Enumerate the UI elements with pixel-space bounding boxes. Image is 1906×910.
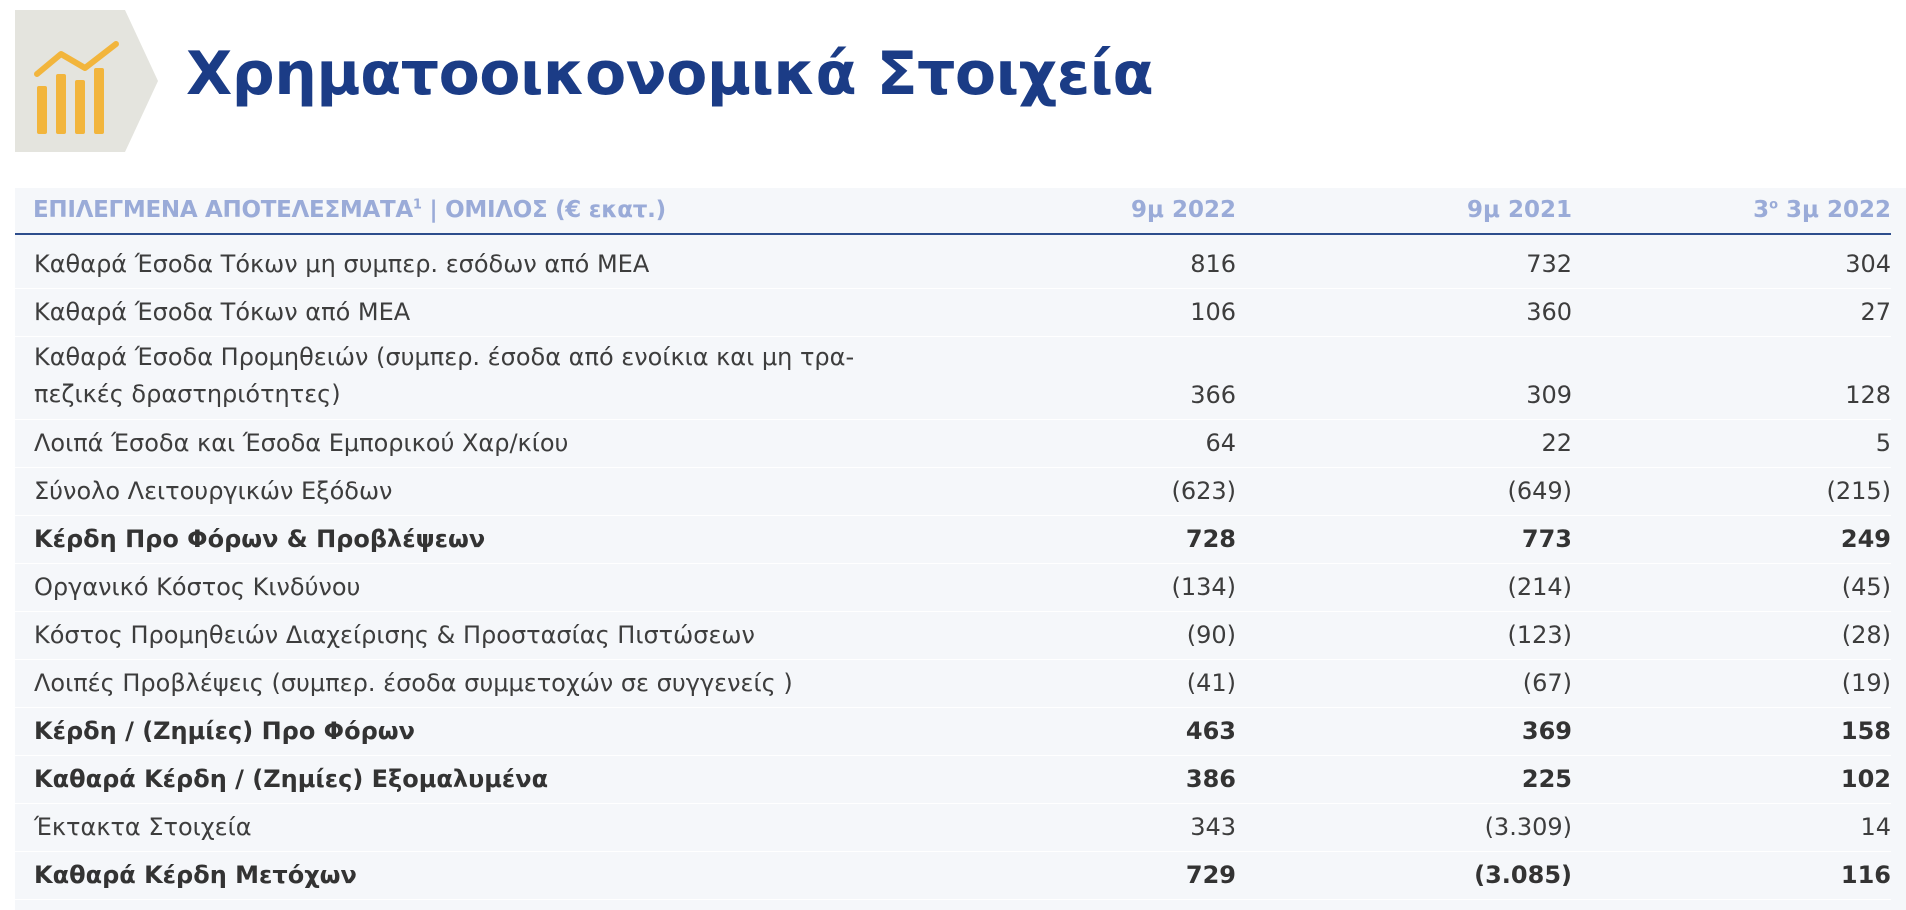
row-value-c2: 309 [1526, 381, 1572, 409]
row-value-c2: 22 [1541, 429, 1572, 457]
row-value-c2: 773 [1521, 525, 1572, 553]
row-label: Σύνολο Λειτουργικών Εξόδων [34, 477, 393, 505]
row-value-c3: (45) [1841, 573, 1891, 601]
row-value-c1: 64 [1205, 429, 1236, 457]
row-value-c2: 360 [1526, 298, 1572, 326]
table-body [15, 241, 1891, 900]
row-label: Καθαρά Κέρδη / (Ζημίες) Εξομαλυμένα [34, 765, 549, 793]
page-title: Χρηματοοικονομικά Στοιχεία [186, 39, 1154, 109]
row-value-c2: (3.309) [1484, 813, 1572, 841]
table-row [15, 468, 1891, 516]
row-label: Έκτακτα Στοιχεία [34, 813, 252, 841]
table-row [15, 337, 1891, 420]
table-row [15, 241, 1891, 289]
table-header [15, 188, 1891, 235]
row-value-c3: 249 [1840, 525, 1891, 553]
row-value-c3: (28) [1841, 621, 1891, 649]
row-value-c2: 225 [1521, 765, 1572, 793]
table-row [15, 564, 1891, 612]
row-value-c2: (214) [1507, 573, 1572, 601]
row-value-c3: 102 [1840, 765, 1891, 793]
row-value-c1: 728 [1185, 525, 1236, 553]
row-value-c3: 158 [1840, 717, 1891, 745]
table-row [15, 612, 1891, 660]
row-value-c1: 343 [1190, 813, 1236, 841]
table-row [15, 420, 1891, 468]
row-value-c1: 463 [1185, 717, 1236, 745]
row-value-c1: 729 [1185, 861, 1236, 889]
row-value-c1: 816 [1190, 250, 1236, 278]
row-value-c3: 116 [1840, 861, 1891, 889]
row-value-c1: (623) [1171, 477, 1236, 505]
row-value-c3: 5 [1875, 429, 1891, 457]
row-value-c1: 366 [1190, 381, 1236, 409]
row-label: Κέρδη / (Ζημίες) Προ Φόρων [34, 717, 415, 745]
row-label: Λοιπές Προβλέψεις (συμπερ. έσοδα συμμετοχών σε συγγενείς ) [34, 669, 793, 697]
table-row [15, 804, 1891, 852]
table-row [15, 516, 1891, 564]
row-value-c2: 369 [1521, 717, 1572, 745]
row-value-c2: 732 [1526, 250, 1572, 278]
row-value-c3: 14 [1860, 813, 1891, 841]
table-row [15, 289, 1891, 337]
row-value-c2: (67) [1522, 669, 1572, 697]
bar-chart-trend-icon [15, 10, 158, 152]
row-value-c1: 386 [1185, 765, 1236, 793]
column-header-9m-2021: 9μ 2021 [1467, 197, 1572, 223]
column-header-9m-2022: 9μ 2022 [1131, 197, 1236, 223]
row-value-c3: 128 [1845, 381, 1891, 409]
row-value-c3: (215) [1826, 477, 1891, 505]
table-row [15, 660, 1891, 708]
table-row [15, 708, 1891, 756]
row-label: Λοιπά Έσοδα και Έσοδα Εμπορικού Χαρ/κίου [34, 429, 569, 457]
row-label-line: Καθαρά Έσοδα Προμηθειών (συμπερ. έσοδα από ενοίκια και μη τρα- [34, 343, 855, 371]
header-badge [15, 10, 158, 152]
table-row [15, 756, 1891, 804]
table-row [15, 852, 1891, 900]
row-label: Κέρδη Προ Φόρων & Προβλέψεων [34, 525, 486, 553]
row-label-line: πεζικές δραστηριότητες) [34, 380, 341, 408]
row-value-c2: (123) [1507, 621, 1572, 649]
row-value-c1: 106 [1190, 298, 1236, 326]
row-value-c2: (649) [1507, 477, 1572, 505]
row-label: Καθαρά Έσοδα Τόκων μη συμπερ. εσόδων από ΜΕΑ [34, 250, 650, 278]
row-value-c2: (3.085) [1474, 861, 1572, 889]
row-label: Οργανικό Κόστος Κινδύνου [34, 573, 361, 601]
row-value-c3: (19) [1841, 669, 1891, 697]
row-label: Κόστος Προμηθειών Διαχείρισης & Προστασίας Πιστώσεων [34, 621, 755, 649]
row-label: Καθαρά Έσοδα Τόκων από ΜΕΑ [34, 298, 411, 326]
column-header-label: ΕΠΙΛΕΓΜΕΝΑ ΑΠΟΤΕΛΕΣΜΑΤΑ$^1$ | ΟΜΙΛΟΣ (€ εκατ.) [33, 197, 666, 223]
row-value-c1: (41) [1186, 669, 1236, 697]
row-value-c1: (134) [1171, 573, 1236, 601]
row-label [34, 337, 894, 421]
row-value-c1: (90) [1186, 621, 1236, 649]
row-label: Καθαρά Κέρδη Μετόχων [34, 861, 357, 889]
row-value-c3: 27 [1860, 298, 1891, 326]
row-value-c3: 304 [1845, 250, 1891, 278]
column-header-q3-2022: $3^o$ 3μ 2022 [1753, 197, 1891, 223]
